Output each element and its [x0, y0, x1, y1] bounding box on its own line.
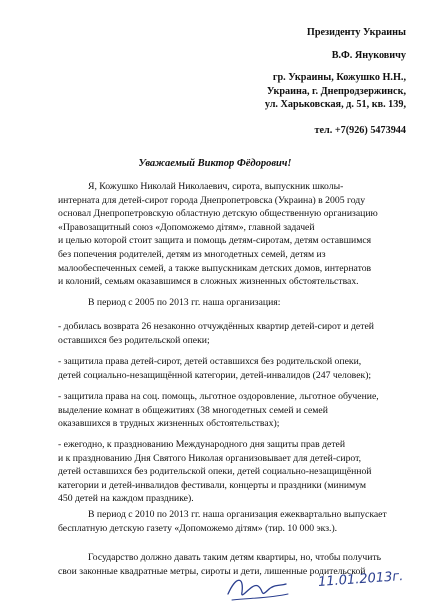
sender-address-line: гр. Украины, Кожушко Н.Н., — [272, 72, 406, 83]
list-item — [58, 355, 409, 382]
list-item-line: категории и детей-инвалидов фестивали, концерты и праздники (минимум — [58, 479, 367, 491]
intro-line: и колоний, семьям оказавшимся в сложных жизненных обстоятельствах. — [58, 276, 359, 288]
intro-line: «Правозащитный союз «Допоможемо дітям», главной задачей — [58, 221, 315, 233]
newspaper-line: В период с 2010 по 2013 гг. наша организация ежеквартально выпускает — [88, 509, 387, 520]
closing-line: свои законные квадратные метры, сироты и дети, лишенные родительской — [58, 565, 366, 577]
list-item-line: выделение комнат в общежитиях (38 многодетных семей и семей — [58, 404, 328, 416]
intro-line: основал Днепропетровскую областную детскую общественную организацию — [58, 208, 378, 220]
newspaper-paragraph — [58, 508, 409, 535]
addressee-name: В.Ф. Януковичу — [331, 50, 406, 61]
intro-line: интерната для детей-сирот города Днепропетровска (Украина) в 2005 году — [58, 194, 366, 206]
list-item-line: - добилась возврата 26 незаконно отчуждённых квартир детей-сирот и детей — [58, 321, 374, 332]
list-item-line: - защитила права детей-сирот, детей оставшихся без родительской опеки, — [58, 356, 362, 367]
list-item — [58, 320, 409, 347]
list-item-line: - защитила права на соц. помощь, льготное оздоровление, льготное обучение, — [58, 391, 379, 402]
list-item — [58, 438, 409, 506]
greeting: Уважаемый Виктор Фёдорович! — [138, 158, 292, 169]
list-item-line: - ежегодно, к празднованию Международного дня защиты прав детей — [58, 439, 346, 450]
period-intro-text: В период с 2005 по 2013 гг. наша организация: — [88, 297, 281, 308]
sender-address — [265, 71, 406, 112]
intro-paragraph — [58, 180, 409, 289]
intro-line: Я, Кожушко Николай Николаевич, сирота, выпускник школы- — [88, 181, 344, 192]
handwritten-signature — [222, 572, 292, 606]
list-item — [58, 390, 409, 431]
list-item-line: детей оставшихся без родительской опеки, детей социально-незащищённой — [58, 466, 372, 478]
newspaper-line: бесплатную детскую газету «Допоможемо дітям» (тир. 10 000 экз.). — [58, 522, 338, 534]
intro-line: малообеспеченных семей, а также выпускникам детских домов, интернатов — [58, 262, 372, 274]
intro-line: и целью которой стоит защита и помощь детям-сиротам, детям оставшимся — [58, 235, 372, 247]
addressee-title: Президенту Украины — [306, 27, 406, 38]
sender-address-line: Украина, г. Днепродзержинск, — [266, 85, 406, 97]
list-item-line: 450 детей на каждом празднике). — [58, 493, 194, 505]
list-item-line: оставшихся без родительской опеки; — [58, 334, 210, 346]
intro-line: без попечения родителей, детям из многодетных семей, детям из — [58, 248, 326, 260]
closing-line: Государство должно давать таким детям квартиры, но, чтобы получить — [88, 552, 382, 563]
list-item-line: оказавшихся в трудных жизненных обстоятельствах); — [58, 418, 280, 430]
period-intro — [88, 296, 280, 310]
handwritten-date: 11.01.2013г. — [317, 569, 404, 590]
list-item-line: и к празднованию Дня Святого Николая организовывает для детей-сирот, — [58, 452, 362, 464]
list-item-line: детей социально-незащищённой категории, детей-инвалидов (247 человек); — [58, 369, 372, 381]
sender-phone: тел. +7(926) 5473944 — [314, 125, 406, 136]
sender-address-line: ул. Харьковская, д. 51, кв. 139, — [264, 99, 406, 110]
